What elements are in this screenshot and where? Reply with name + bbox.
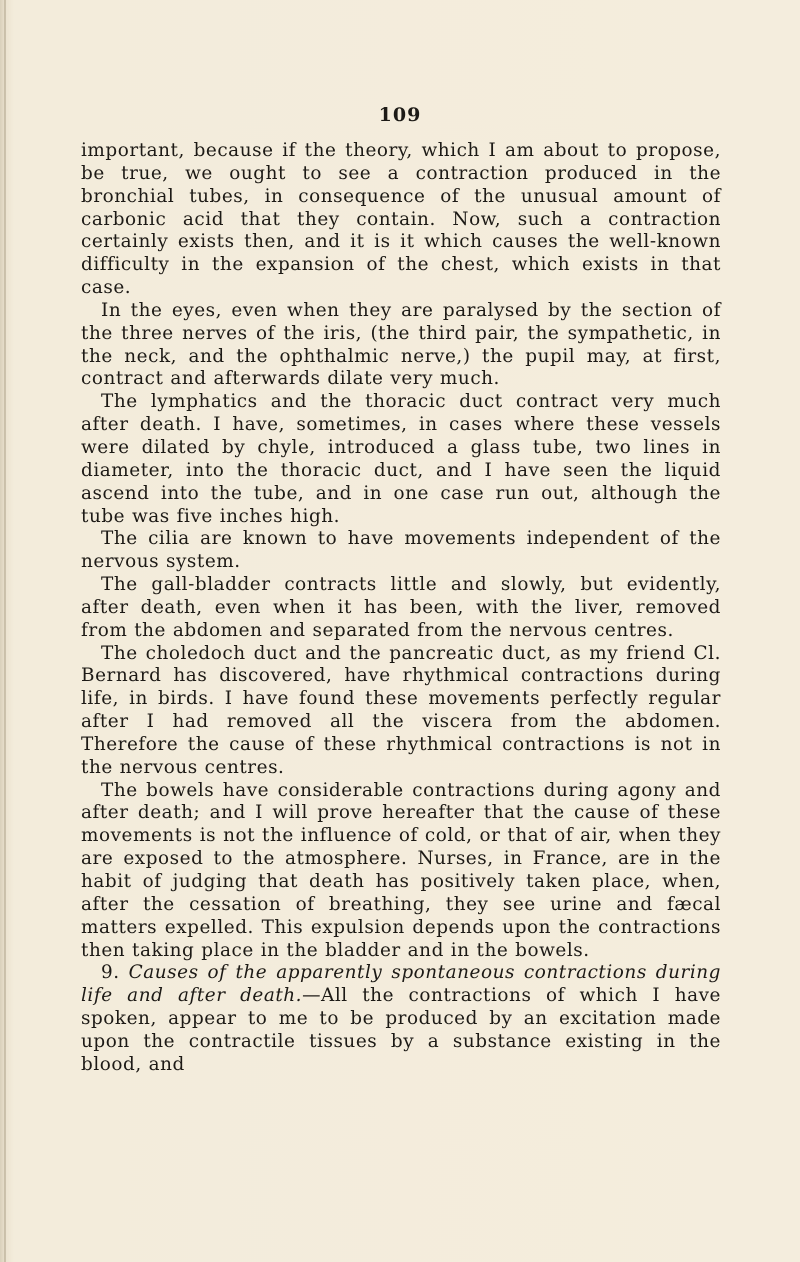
- page-number: 109: [378, 104, 422, 126]
- paragraph-6: The choledoch duct and the pancreatic duct, as my friend Cl. Bernard has discovered, have rhythmical contractions during life, in birds. I have found these movements perfectly regular after I had removed all the viscera from the abdomen. Therefore the cause of these rhythmical contractions is not in the nervous centres.: [81, 642, 721, 778]
- paragraph-2: In the eyes, even when they are paralysed by the section of the three nerves of the iris, (the third pair, the sympathetic, in the neck, and the ophthalmic nerve,) the pupil may, at first, contract and afterwards dilate very much.: [81, 299, 721, 390]
- body-text: [81, 140, 721, 1077]
- section-number: 9.: [101, 962, 120, 984]
- section-heading: Causes of the apparently spontaneous contractions during life and after death.: [81, 962, 721, 1007]
- paragraph-5: The gall-bladder contracts little and slowly, but evidently, after death, even when it has been, with the liver, removed from the abdomen and separated from the nervous centres.: [81, 574, 721, 641]
- paragraph-4: The cilia are known to have movements independent of the nervous system.: [81, 528, 721, 573]
- section-text: —All the contractions of which I have spoken, appear to me to be produced by an excitation made upon the contractile tissues by a substance existing in the blood, and: [81, 985, 721, 1075]
- paragraph-1: important, because if the theory, which I am about to propose, be true, we ought to see a contraction produced in the bronchial tubes, in consequence of the unusual amount of carbonic acid that they contain. Now, such a contraction certainly exists then, and it is it which causes the well-known difficulty in the expansion of the chest, which exists in that case.: [81, 140, 721, 299]
- paragraph-3: The lymphatics and the thoracic duct contract very much after death. I have, sometimes, in cases where these vessels were dilated by chyle, introduced a glass tube, two lines in diameter, into the thoracic duct, and I have seen the liquid ascend into the tube, and in one case run out, although the tube was five inches high.: [81, 391, 721, 527]
- page-gutter: [4, 0, 6, 1262]
- paragraph-7: The bowels have considerable contractions during agony and after death; and I will prove hereafter that the cause of these movements is not the influence of cold, or that of air, when they are exposed to the atmosphere. Nurses, in France, are in the habit of judging that death has positively taken place, when, after the cessation of breathing, they see urine and fæcal matters expelled. This expulsion depends upon the contractions then taking place in the bladder and in the bowels.: [81, 779, 721, 961]
- paragraph-8: [81, 962, 721, 1076]
